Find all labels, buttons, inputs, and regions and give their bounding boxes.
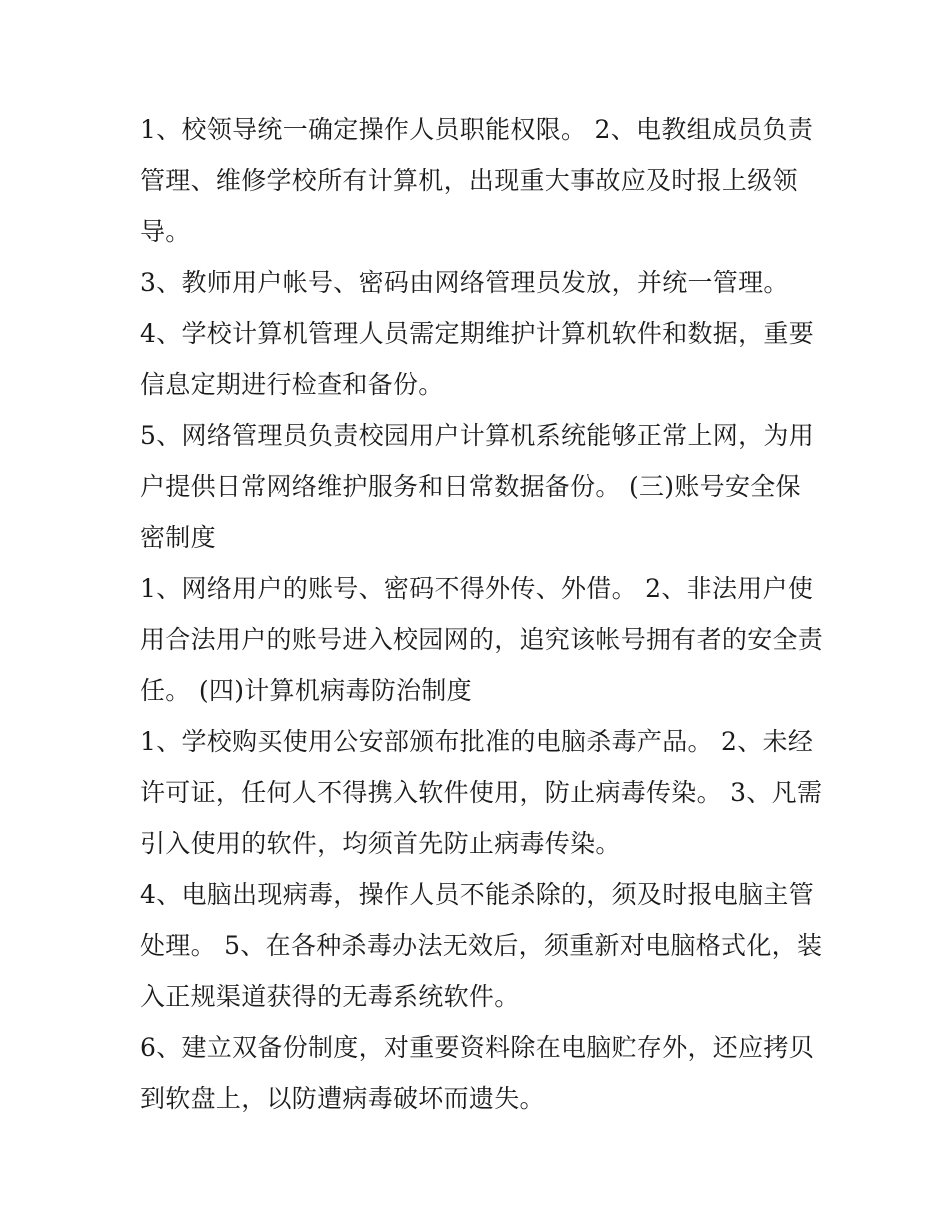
text-line: 任。 (四)计算机病毒防治制度 (140, 676, 472, 705)
paragraph-1 (140, 104, 820, 257)
text-line: 1、学校购买使用公安部颁布批准的电脑杀毒产品。 2、未经 (140, 727, 814, 756)
paragraph-8 (140, 1022, 820, 1124)
paragraph-7 (140, 869, 823, 1022)
text-line: 4、电脑出现病毒，操作人员不能杀除的，须及时报电脑主管 (140, 880, 815, 909)
text-line: 1、网络用户的账号、密码不得外传、外借。 2、非法用户使 (140, 574, 814, 603)
text-line: 密制度 (140, 523, 216, 552)
paragraph-6 (140, 716, 823, 869)
text-line: 引入使用的软件，均须首先防止病毒传染。 (140, 829, 621, 858)
text-line: 导。 (140, 217, 191, 246)
paragraph-3 (140, 308, 820, 410)
paragraph-5 (140, 563, 824, 716)
text-line: 5、网络管理员负责校园用户计算机系统能够正常上网，为用 (140, 421, 815, 450)
text-line: 信息定期进行检查和备份。 (140, 370, 444, 399)
text-line: 3、教师用户帐号、密码由网络管理员发放，并统一管理。 (140, 268, 789, 297)
text-line: 户提供日常网络维护服务和日常数据备份。 (三)账号安全保 (140, 472, 801, 501)
text-line: 许可证，任何人不得携入软件使用，防止病毒传染。 3、凡需 (140, 778, 823, 807)
document-body (140, 104, 824, 1124)
text-line: 用合法用户的账号进入校园网的，追究该帐号拥有者的安全责 (140, 625, 824, 654)
text-line: 6、建立双备份制度，对重要资料除在电脑贮存外，还应拷贝 (140, 1033, 815, 1062)
text-line: 4、学校计算机管理人员需定期维护计算机软件和数据，重要 (140, 319, 815, 348)
text-line: 到软盘上，以防遭病毒破坏而遗失。 (140, 1084, 545, 1113)
paragraph-2 (140, 257, 820, 308)
text-line: 1、校领导统一确定操作人员职能权限。 2、电教组成员负责 (140, 115, 814, 144)
paragraph-4 (140, 410, 820, 563)
text-line: 入正规渠道获得的无毒系统软件。 (140, 982, 520, 1011)
text-line: 管理、维修学校所有计算机，出现重大事故应及时报上级领 (140, 166, 798, 195)
text-line: 处理。 5、在各种杀毒办法无效后，须重新对电脑格式化，装 (140, 931, 823, 960)
